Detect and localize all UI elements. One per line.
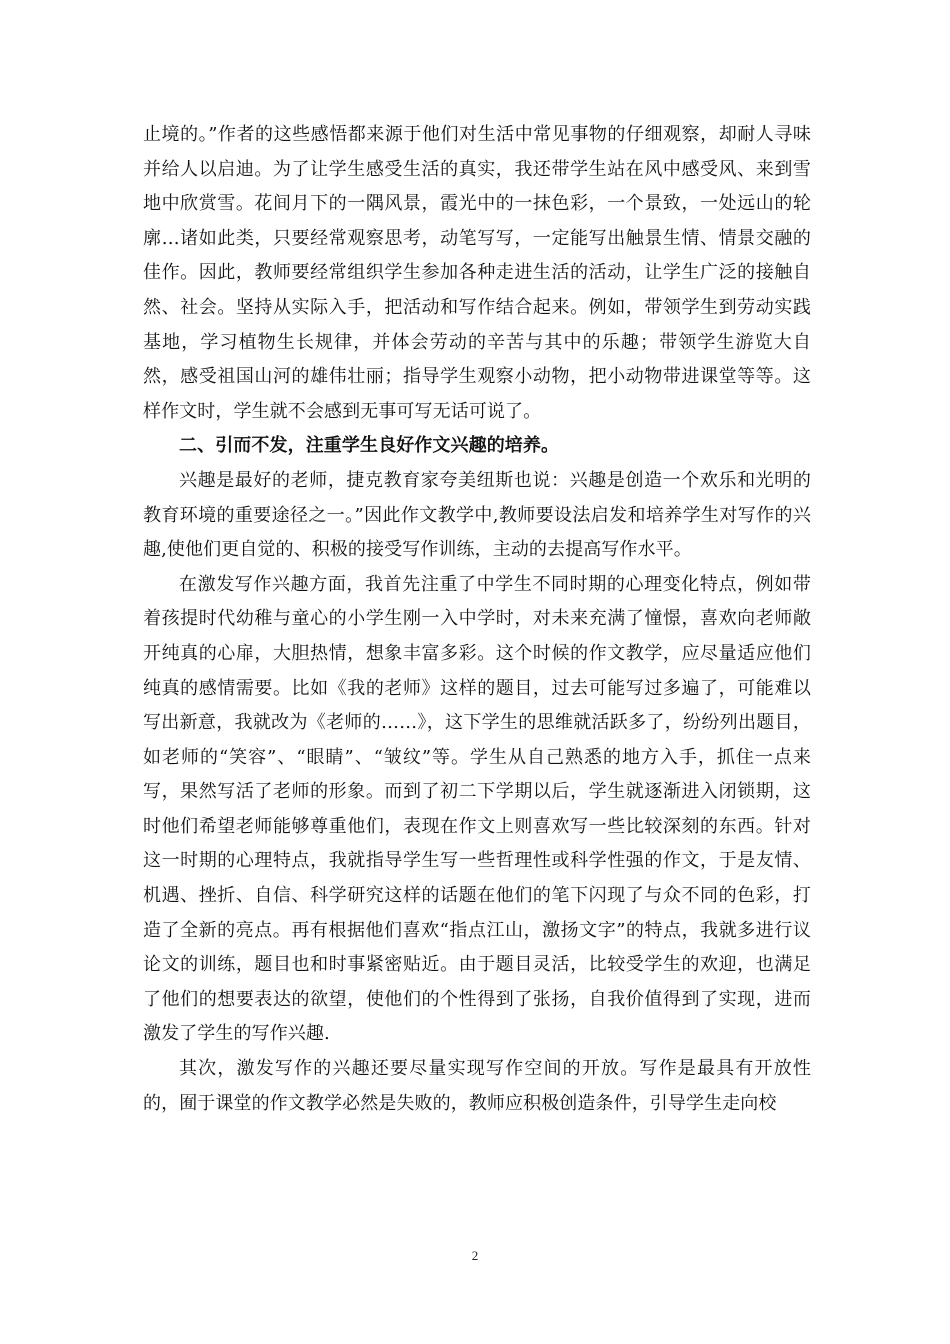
paragraph-observation-continued: 止境的。”作者的这些感悟都来源于他们对生活中常见事物的仔细观察，却耐人寻味并给人以启迪。为了让学生感受生活的真实，我还带学生站在风中感受风、来到雪地中欣赏雪。花间月下的一隅风景，霞光中的一抹色彩，一个景致，一处远山的轮廓…诸如此类，只要经常观察思考，动笔写写，一定能写出触景生情、情景交融的佳作。因此，教师要经常组织学生参加各种走进生活的活动，让学生广泛的接触自然、社会。坚持从实际入手，把活动和写作结合起来。例如，带领学生到劳动实践基地，学习植物生长规律，并体会劳动的辛苦与其中的乐趣；带领学生游览大自然，感受祖国山河的雄伟壮丽；指导学生观察小动物，把小动物带进课堂等等。这样作文时，学生就不会感到无事可写无话可说了。 xyxy=(143,124,811,422)
document-body xyxy=(143,118,811,1121)
page-number: 2 xyxy=(471,1248,479,1263)
section-heading-interest: 二、引而不发，注重学生良好作文兴趣的培养。 xyxy=(179,435,560,457)
paragraph-interest-teacher: 兴趣是最好的老师，捷克教育家夸美纽斯也说：兴趣是创造一个欢乐和光明的教育环境的重要途径之一。”因此作文教学中,教师要设法启发和培养学生对写作的兴趣,使他们更自觉的、积极的接受写作训练，主动的去提高写作水平。 xyxy=(143,469,811,561)
paragraph-psychological-stages: 在激发写作兴趣方面，我首先注重了中学生不同时期的心理变化特点，例如带着孩提时代幼稚与童心的小学生刚一入中学时，对未来充满了憧憬，喜欢向老师敞开纯真的心扉，大胆热情，想象丰富多彩。这个时候的作文教学，应尽量适应他们纯真的感情需要。比如《我的老师》这样的题目，过去可能写过多遍了，可能难以写出新意，我就改为《老师的……》，这下学生的思维就活跃多了，纷纷列出题目，如老师的“笑容”、“眼睛”、“皱纹”等。学生从自己熟悉的地方入手，抓住一点来写，果然写活了老师的形象。而到了初二下学期以后，学生就逐渐进入闭锁期，这时他们希望老师能够尊重他们，表现在作文上则喜欢写一些比较深刻的东西。针对这一时期的心理特点，我就指导学生写一些哲理性或科学性强的作文，于是友情、机遇、挫折、自信、科学研究这样的话题在他们的笔下闪现了与众不同的色彩，打造了全新的亮点。再有根据他们喜欢“指点江山，激扬文字”的特点，我就多进行议论文的训练，题目也和时事紧密贴近。由于题目灵活，比较受学生的欢迎，也满足了他们的想要表达的欲望，使他们的个性得到了张扬，自我价值得到了实现，进而激发了学生的写作兴趣. xyxy=(143,573,811,1045)
paragraph-open-writing-space: 其次，激发写作的兴趣还要尽量实现写作空间的开放。写作是最具有开放性的，囿于课堂的作文教学必然是失败的，教师应积极创造条件，引导学生走向校 xyxy=(143,1058,811,1114)
